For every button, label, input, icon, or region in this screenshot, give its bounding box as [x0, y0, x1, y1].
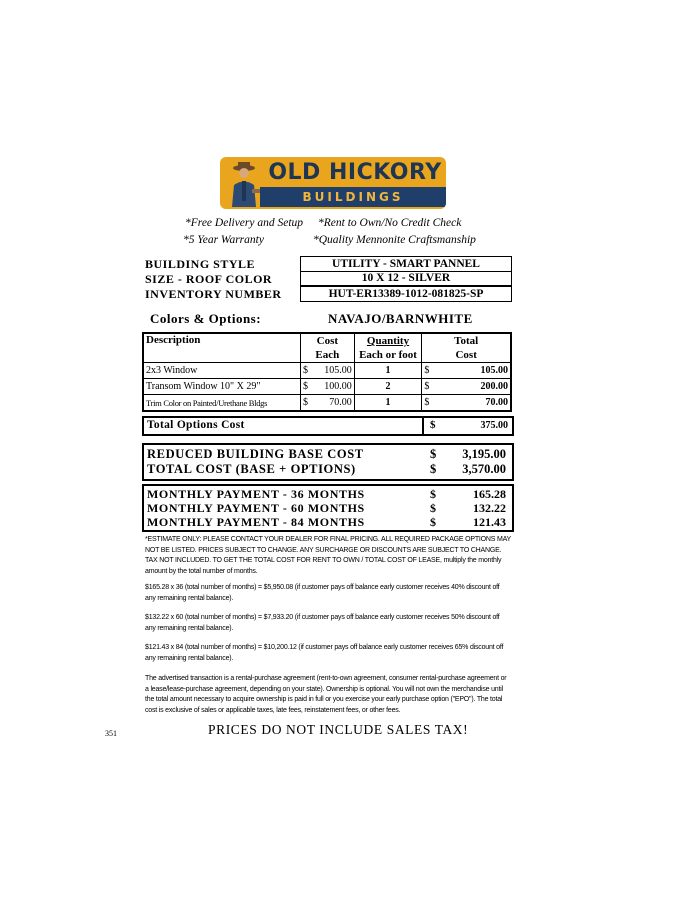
row-total: 70.00	[436, 395, 511, 412]
disclaimer-36-months: $165.28 x 36 (total number of months) = $5,950.08 (if customer pays off balance early customer receives 40% discount off any remaining rental balance).	[145, 584, 500, 602]
logo-title: OLD HICKORY	[268, 160, 442, 185]
payment-60-currency: $	[430, 501, 436, 515]
header-each-or-foot: Each or foot	[354, 348, 422, 363]
row-description: 2x3 Window	[143, 363, 300, 379]
header-quantity: Quantity	[354, 333, 422, 348]
payment-84-value: 121.43	[473, 515, 506, 529]
colors-options-label: Colors & Options:	[150, 311, 262, 326]
options-table	[142, 332, 512, 412]
size-roof-value: 10 X 12 - SILVER	[300, 271, 512, 286]
header-description: Description	[143, 333, 300, 348]
feature-craftsmanship: *Quality Mennonite Craftsmanship	[313, 234, 476, 246]
payment-84-label: MONTHLY PAYMENT - 84 MONTHS	[147, 515, 365, 529]
table-row	[143, 395, 511, 412]
feature-warranty: *5 Year Warranty	[183, 234, 264, 246]
payment-36-value: 165.28	[473, 487, 506, 501]
disclaimer-84-months: $121.43 x 84 (total number of months) = $10,200.12 (if customer pays off balance early customer receives 65% discount off any remaining rental balance).	[145, 644, 504, 662]
row-quantity: 2	[354, 379, 422, 395]
base-cost-label: REDUCED BUILDING BASE COST	[147, 447, 364, 461]
row-total-currency: $	[422, 379, 436, 395]
header-total: Total	[422, 333, 511, 348]
base-cost-currency: $	[430, 447, 437, 461]
colors-options-value: NAVAJO/BARNWHITE	[328, 311, 473, 326]
building-style-label: BUILDING STYLE	[145, 257, 256, 271]
disclaimer-rental-purchase: The advertised transaction is a rental-purchase agreement (rent-to-own agreement, consumer rental-purchase agreement or a lease/lease-purchase agreement, depending on your state). Ownership is optional. You will not own the merchandise until the total amount necessary to acquire ownership is paid in full or you exercise your early purchase option ("EPO"). The total cost is exclusive of sales or applicable taxes, late fees, reinstatement fees, or other fees.	[145, 675, 507, 714]
table-row	[143, 379, 511, 395]
row-quantity: 1	[354, 395, 422, 412]
building-style-value: UTILITY - SMART PANNEL	[300, 256, 512, 272]
total-cost-value: 3,570.00	[462, 462, 506, 476]
row-cost: 70.00	[312, 395, 354, 412]
total-cost-label: TOTAL COST (BASE + OPTIONS)	[147, 462, 356, 476]
row-cost: 105.00	[312, 363, 354, 379]
feature-rent-to-own: *Rent to Own/No Credit Check	[318, 217, 462, 229]
header-cost: Cost	[300, 333, 354, 348]
payment-60-label: MONTHLY PAYMENT - 60 MONTHS	[147, 501, 365, 515]
header-cost-each: Each	[300, 348, 354, 363]
row-quantity: 1	[354, 363, 422, 379]
total-options-box	[142, 416, 514, 436]
payment-36-currency: $	[430, 487, 436, 501]
total-cost-currency: $	[430, 462, 437, 476]
page-number: 351	[105, 729, 117, 738]
row-total: 200.00	[436, 379, 511, 395]
row-cost: 100.00	[312, 379, 354, 395]
row-currency: $	[300, 363, 312, 379]
row-total-currency: $	[422, 395, 436, 412]
size-roof-label: SIZE - ROOF COLOR	[145, 272, 273, 286]
row-description: Trim Color on Painted/Urethane Bldgs	[143, 395, 300, 412]
options-header-row-2	[143, 348, 511, 363]
row-total-currency: $	[422, 363, 436, 379]
base-cost-value: 3,195.00	[462, 447, 506, 461]
sales-tax-notice: PRICES DO NOT INCLUDE SALES TAX!	[208, 722, 469, 737]
inventory-label: INVENTORY NUMBER	[145, 287, 282, 301]
logo-subtitle: BUILDINGS	[302, 190, 404, 204]
options-header-row	[143, 333, 511, 348]
payment-36-label: MONTHLY PAYMENT - 36 MONTHS	[147, 487, 365, 501]
disclaimer-estimate: *ESTIMATE ONLY: PLEASE CONTACT YOUR DEALER FOR FINAL PRICING. ALL REQUIRED PACKAGE OPTIONS MAY NOT BE LISTED. PRICES SUBJECT TO CHANGE. ANY SURCHARGE OR DISCOUNTS ARE SUBJECT TO CHANGE. TAX NOT INCLUDED. TO GET THE TOTAL COST FOR RENT TO OWN / TOTAL COST OF LEASE, multiply the monthly amount by the total number of months.	[145, 536, 511, 575]
monthly-payments-box	[142, 484, 514, 532]
total-options-value: 375.00	[480, 420, 508, 431]
cost-summary-box	[142, 443, 514, 481]
feature-free-delivery: *Free Delivery and Setup	[185, 217, 304, 229]
payment-84-currency: $	[430, 515, 436, 529]
total-options-currency: $	[430, 419, 436, 431]
row-description: Transom Window 10" X 29"	[143, 379, 300, 395]
row-total: 105.00	[436, 363, 511, 379]
row-currency: $	[300, 379, 312, 395]
table-row	[143, 363, 511, 379]
disclaimer-60-months: $132.22 x 60 (total number of months) = $7,933.20 (if customer pays off balance early customer receives 50% discount off any remaining rental balance).	[145, 614, 500, 632]
old-hickory-logo	[220, 157, 446, 209]
row-currency: $	[300, 395, 312, 412]
inventory-value: HUT-ER13389-1012-081825-SP	[300, 286, 512, 302]
payment-60-value: 132.22	[473, 501, 506, 515]
total-options-label: Total Options Cost	[147, 419, 245, 431]
header-total-cost: Cost	[422, 348, 511, 363]
